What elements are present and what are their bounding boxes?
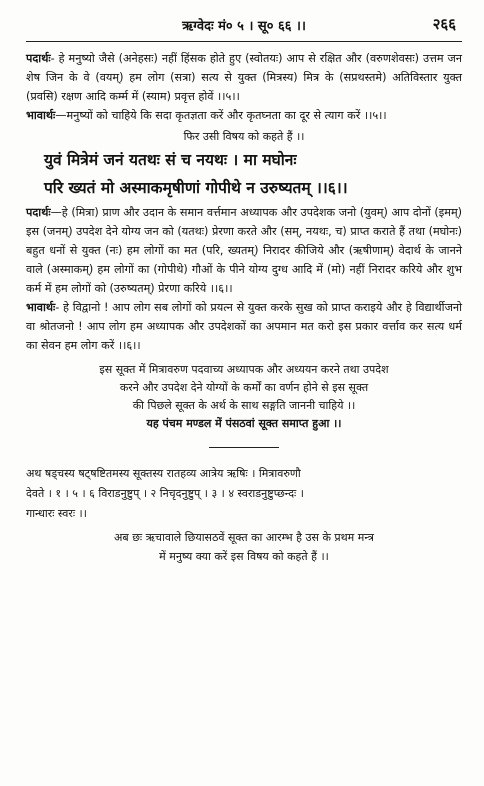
summary-line: करने और उपदेश देने योग्यों के कर्मों का वर्णन होने से इस सूक्त xyxy=(119,381,369,394)
sukta-metadata xyxy=(26,464,462,524)
mantra-line-1: युवं मित्रेमं जनं यतथः सं च नयथः । मा मघोनः xyxy=(44,151,297,169)
header-rule xyxy=(26,41,462,42)
padartha-text: —हे (मित्रा) प्राण और उदान के समान वर्त्तमान अध्यापक और उपदेशक जनो (युवम्) आप दोनों (इमम्) इस (जनम्) उपदेश देने योग्य जन को (यतथः) प्रेरणा करते और (सम्, नयथः, च) प्राप्त कराते हैं तथा (मघोनः) बहुत धनों से युक्त (नः) हम लोगों का मत (परि, ख्यतम्) निरादर कीजिये और (ऋषीणाम्) वेदार्थ के जानने वाले (अस्माकम्) हम लोगों का (गोपीथे) गौओं के पीने योग्य दुग्ध आदि में (मो) नहीं निरादर करिये और शुभ कर्म में हम लोगों को (उरुष्यतम्) प्रेरणा करिये ।।६।। xyxy=(26,206,462,295)
running-header xyxy=(26,14,462,36)
bhavartha-paragraph-5 xyxy=(26,106,462,125)
bhavartha-label: भावार्थः xyxy=(26,109,56,122)
padartha-label: पदार्थः xyxy=(26,206,51,219)
section-separator xyxy=(209,447,279,448)
padartha-paragraph-6 xyxy=(26,203,462,298)
next-sukta-intro xyxy=(26,528,462,566)
header-title: ऋग्वेदः मं० ५ । सू० ६६ ।। xyxy=(182,19,306,34)
metadata-line: अथ षड्चस्य षट्षष्टितमस्य सूक्तस्य रातहव्य आत्रेय ऋषिः । मित्रावरुणौ xyxy=(26,467,301,480)
padartha-paragraph-5 xyxy=(26,49,462,106)
sukta-summary xyxy=(26,361,462,433)
bhavartha-label: भावार्थः xyxy=(26,301,56,314)
padartha-text: - हे मनुष्यो जैसे (अनेहसः) नहीं हिंसक होते हुए (स्वोतयः) आप से रक्षित और (वरुणशेवसः) उत्तम जन शेष जिन के वे (वयम्) हम लोग (सत्रा) सत्य से युक्त (मित्रस्य) मित्र के (सप्रथस्तमे) अतिविस्तार युक्त (प्रवसि) रक्षण आदि कर्म्म में (स्याम) प्रवृत्त होवें ।।५।। xyxy=(26,52,462,103)
summary-line: की पिछले सूक्त के अर्थ के साथ सङ्गति जाननी चाहिये ।। xyxy=(132,399,356,412)
next-intro-line: में मनुष्य क्या करें इस विषय को कहते हैं ।। xyxy=(159,550,329,563)
mantra-line-2: परि ख्यतं मो अस्माकमृषीणां गोपीथे न उरुष्यतम् ।।६।। xyxy=(44,179,348,197)
bhavartha-text: —मनुष्यों को चाहिये कि सदा कृतज्ञता करें और कृतघ्नता का दूर से त्याग करें ।।५।। xyxy=(55,109,387,122)
page-number: २६६ xyxy=(432,15,456,33)
next-intro-line: अब छः ऋचावाले छियासठवें सूक्त का आरम्भ है उस के प्रथम मन्त्र xyxy=(114,531,374,544)
summary-line: इस सूक्त में मित्रावरुण पदवाच्य अध्यापक और अध्ययन करने तथा उपदेश xyxy=(99,363,389,376)
metadata-line: गान्धारः स्वरः ।। xyxy=(26,507,87,520)
mantra-intro: फिर उसी विषय को कहते हैं ।। xyxy=(183,130,305,143)
bhavartha-paragraph-6 xyxy=(26,298,462,355)
bhavartha-text: - हे विद्वानो ! आप लोग सब लोगों को प्रयत्न से युक्त करके सुख को प्राप्त कराइये और हे विद्यार्थीजनो वा श्रोतजनो ! आप लोग हम अध्यापक और उपदेशकों का अपमान मत करो इस प्रकार वर्त्ताव कर सत्य धर्म का सेवन हम लोग करें ।।६।। xyxy=(26,301,462,352)
sukta-end-note: यह पंचम मण्डल में पंसठवां सूक्त समाप्त हुआ ।। xyxy=(146,417,342,430)
padartha-label: पदार्थः xyxy=(26,52,51,65)
metadata-line: देवते । १ । ५ । ६ विराडनुष्टुप् । २ निचृदनुष्टुप् । ३ । ४ स्वराडनुष्टुप्छन्दः । xyxy=(26,487,304,500)
